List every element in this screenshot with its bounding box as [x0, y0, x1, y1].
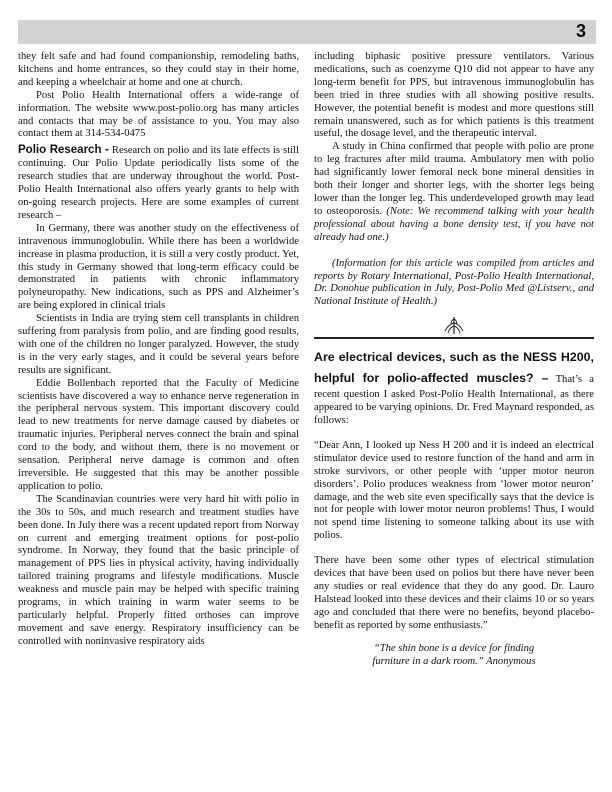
paragraph: Scientists in India are trying stem cell transplants in children suffering from paralysis from polio, and are finding good results, with one of the children no longer paralyzed. However, the study is in the very early stages, and it could be several years before results are significant. [18, 313, 299, 376]
quote-line: furniture in a dark room.” Anonymous [372, 655, 536, 667]
left-column [18, 51, 299, 649]
section-heading: Are electrical devices, such as the NESS H200, helpful for polio-affected muscles? – [314, 350, 594, 386]
paragraph: Post Polio Health International offers a wide-range of information. The website www.post-polio.org has many articles and contacts that may be of assistance to you. You may also contact them at 314-534-0475 [18, 89, 299, 140]
paragraph: The Scandinavian countries were very hard hit with polio in the 30s to 50s, and much research and treatment studies have been done. In July there was a recent updated report from Norway on current and emerging treatment options for post-polio syndrome. In Norway, they found that the basic principle of management of PPS lies in physical activity, having individually tailored training programs and lifestyle modifications. Muscle weakness and muscle pain may be helped with specific training programs, in which training in warm water seems to be particularly helpful. Properly fitted orthoses can improve movement and save energy. Respiratory insufficiency can be controlled with noninvasive respiratory aids [18, 493, 299, 647]
paragraph: including biphasic positive pressure ventilators. Various medications, such as coenzyme Q10 did not appear to have any long-term benefit for PPS, but intravenous immunoglobulin has been tried in three studies with all showing positive results. However, the potential benefit is modest and more questions still remain unanswered, such as for which patients is this treatment useful, the dosage level, and the therapeutic interval. [314, 51, 594, 140]
page-number: 3 [575, 21, 586, 41]
paragraph: they felt safe and had found companionship, remodeling baths, kitchens and home entrances, so they could stay in their home, and keeping a wheelchair at home and one at church. [18, 51, 299, 88]
question-paragraph: Are electrical devices, such as the NESS H200, helpful for polio-affected muscles? – That’s a recent question I asked Post-Polio Health International, as there appeared to be varying opinions. Dr. Fred Maynard responded, as follows: [314, 350, 594, 427]
paragraph: Eddie Bollenbach reported that the Faculty of Medicine scientists have discovered a way to enhance nerve regeneration in the peripheral nervous system. This important discovery could lead to new treatments for nerve damage caused by diabetes or traumatic injuries. Peripheral nerves connect the brain and spinal cord to the body, and without them, there is no movement or sensation. Peripheral nerve damage is common and often irreversible. He suggested that this may be another possible application to polio. [18, 377, 299, 492]
quote-line: “The shin bone is a device for finding [373, 642, 535, 654]
divider [314, 337, 594, 339]
ornament-icon [314, 317, 594, 337]
research-paragraph: Polio Research - Research on polio and its late effects is still continuing. Our Polio Update periodically lists some of the research studies that are underway throughout the world. Post-Polio Health International also offers yearly grants to help with on-going research projects. Here are some examples of current research – [18, 144, 299, 221]
right-column [314, 51, 594, 668]
paragraph: A study in China confirmed that people with polio are prone to leg fractures after mild trauma. Ambulatory men with polio had significantly lower femoral neck bone mineral densities in both their longer and shorter legs, with the shorter legs being lower than the longer leg. This underdeveloped growth may lead to osteoporosis. (Note: We recommend talking with your health professional about having a bone density test, if you have not already had one.) [314, 141, 594, 243]
paragraph: “Dear Ann, I looked up Ness H 200 and it is indeed an electrical stimulator device used to restore function of the hand and arm in stroke survivors, or other people with ‘upper motor neuron disorders’. Polio produces weakness from ‘lower motor neuron’ damage, and the web site even specifically says that the device is not for people with lower motor neuron problems! Thus, I would not spend time listening to someone talking about its use with polios. [314, 439, 594, 542]
note: (Note: We recommend talking with your health professional about having a bone density test, if you have not already had one.) [314, 205, 594, 243]
header-bar [18, 20, 596, 44]
paragraph: There have been some other types of electrical stimulation devices that have been used on polios but there have never been any studies or real evidence that they do any good. Dr. Lauro Halstead looked into these devices and their claims 10 or so years ago and concluded that there were no benefits, beyond placebo-benefit as reported by some enthusiasts.” [314, 555, 594, 631]
section-heading: Polio Research - [18, 144, 109, 157]
paragraph: In Germany, there was another study on the effectiveness of intravenous immunoglobulin. While there has been a worldwide increase in plasma production, it is still a very costly product. Yet, this study in Germany showed that long-term efficacy could be demonstrated in patients with chronic inflammatory polyneuropathy. New indications, such as PPS and Alzheimer’s are being explored in clinical trials [18, 222, 299, 312]
source-note: (Information for this article was compiled from articles and reports by Rotary International, Post-Polio Health International, Dr. Donohue publication in July, Post-Polio Med @Listserv., and National Institute of Health.) [314, 257, 594, 308]
